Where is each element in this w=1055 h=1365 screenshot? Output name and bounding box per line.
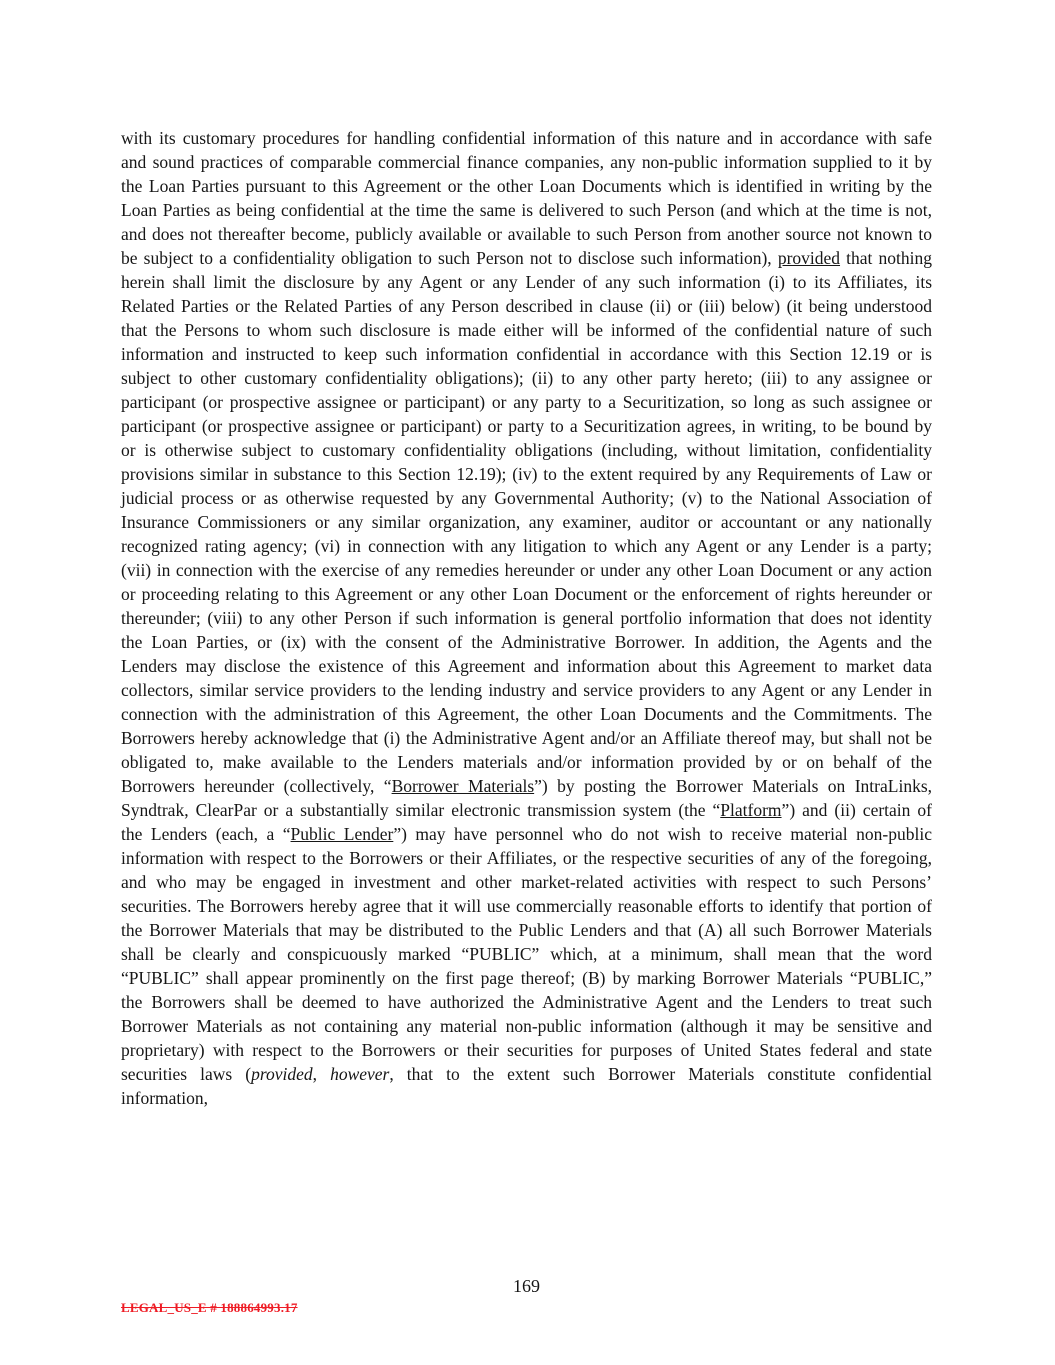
text-segment: Platform: [720, 800, 782, 820]
text-segment: Borrower Materials: [391, 776, 535, 796]
footer-doc-id: LEGAL_US_E # 188864993.17: [121, 1300, 298, 1315]
text-segment: however: [330, 1064, 390, 1084]
text-segment: ”) by posting the Borrower Materials on IntraLinks, Syndtrak, ClearPar or a substantially similar electronic transmission system (the “: [121, 776, 933, 820]
text-segment: ”) and (ii) certain of the Lenders (each, a “: [121, 800, 932, 844]
text-segment: Public Lender: [290, 824, 394, 844]
text-segment: ,: [312, 1064, 331, 1084]
text-segment: ”) may have personnel who do not wish to receive material non-public information with respect to the Borrowers or their Affiliates, or the respective securities of any of the foregoing, and who may be engaged in investment and other market-related activities with respect to such Persons’ securities. The Borrowers hereby agree that it will use commercially reasonable efforts to identify that portion of the Borrower Materials that may be distributed to the Public Lenders and that (A) all such Borrower Materials shall be clearly and conspicuously marked “PUBLIC” which, at a minimum, shall mean that the word “PUBLIC” shall appear prominently on the first page thereof; (B) by marking Borrower Materials “PUBLIC,” the Borrowers shall be deemed to have authorized the Administrative Agent and the Lenders to treat such Borrower Materials as not containing any material non-public information (although it may be sensitive and proprietary) with respect to the Borrowers or their securities for purposes of United States federal and state securities laws (: [121, 824, 932, 1084]
text-segment: provided: [251, 1064, 313, 1084]
text-segment: with its customary procedures for handling confidential information of this nature and in accordance with safe and sound practices of comparable commercial finance companies, any non-public information supplied to it by the Loan Parties pursuant to this Agreement or the other Loan Documents which is identified in writing by the Loan Parties as being confidential at the time the same is delivered to such Person (and which at the time is not, and does not thereafter become, publicly available or available to such Person from another source not known to be subject to a confidentiality obligation to such Person not to disclose such information),: [121, 128, 932, 268]
text-segment: that nothing herein shall limit the disclosure by any Agent or any Lender of any such information (i) to its Affiliates, its Related Parties or the Related Parties of any Person described in clause (ii) or (iii) below) (it being understood that the Persons to whom such disclosure is made either will be informed of the confidential nature of such information and instructed to keep such information confidential in accordance with this Section 12.19 or is subject to other customary confidentiality obligations); (ii) to any other party hereto; (iii) to any assignee or participant (or prospective assignee or participant) or any party to a Securitization, so long as such assignee or participant (or prospective assignee or participant) or party to a Securitization agrees, in writing, to be bound by or is otherwise subject to customary confidentiality obligations (including, without limitation, confidentiality provisions similar in substance to this Section 12.19); (iv) to the extent required by any Requirements of Law or judicial process or as otherwise requested by any Governmental Authority; (v) to the National Association of Insurance Commissioners or any similar organization, any examiner, auditor or accountant or any nationally recognized rating agency; (vi) in connection with any litigation to which any Agent or any Lender is a party; (vii) in connection with the exercise of any remedies hereunder or under any other Loan Document or any action or proceeding relating to this Agreement or any other Loan Document or the enforcement of rights hereunder or thereunder; (viii) to any other Person if such information is general portfolio information that does not identity the Loan Parties, or (ix) with the consent of the Administrative Borrower. In addition, the Agents and the Lenders may disclose the existence of this Agreement and information about this Agreement to market data collectors, similar service providers to the lending industry and service providers to any Agent or any Lender in connection with the administration of this Agreement, the other Loan Documents and the Commitments. The Borrowers hereby acknowledge that (i) the Administrative Agent and/or an Affiliate thereof may, but shall not be obligated to, make available to the Lenders materials and/or information provided by or on behalf of the Borrowers hereunder (collectively, “: [121, 248, 932, 796]
text-segment: provided: [777, 248, 841, 268]
body-paragraph: [121, 126, 932, 1110]
text-segment: , that to the extent such Borrower Materials constitute confidential information,: [121, 1064, 932, 1108]
page-number: 169: [513, 1276, 540, 1296]
